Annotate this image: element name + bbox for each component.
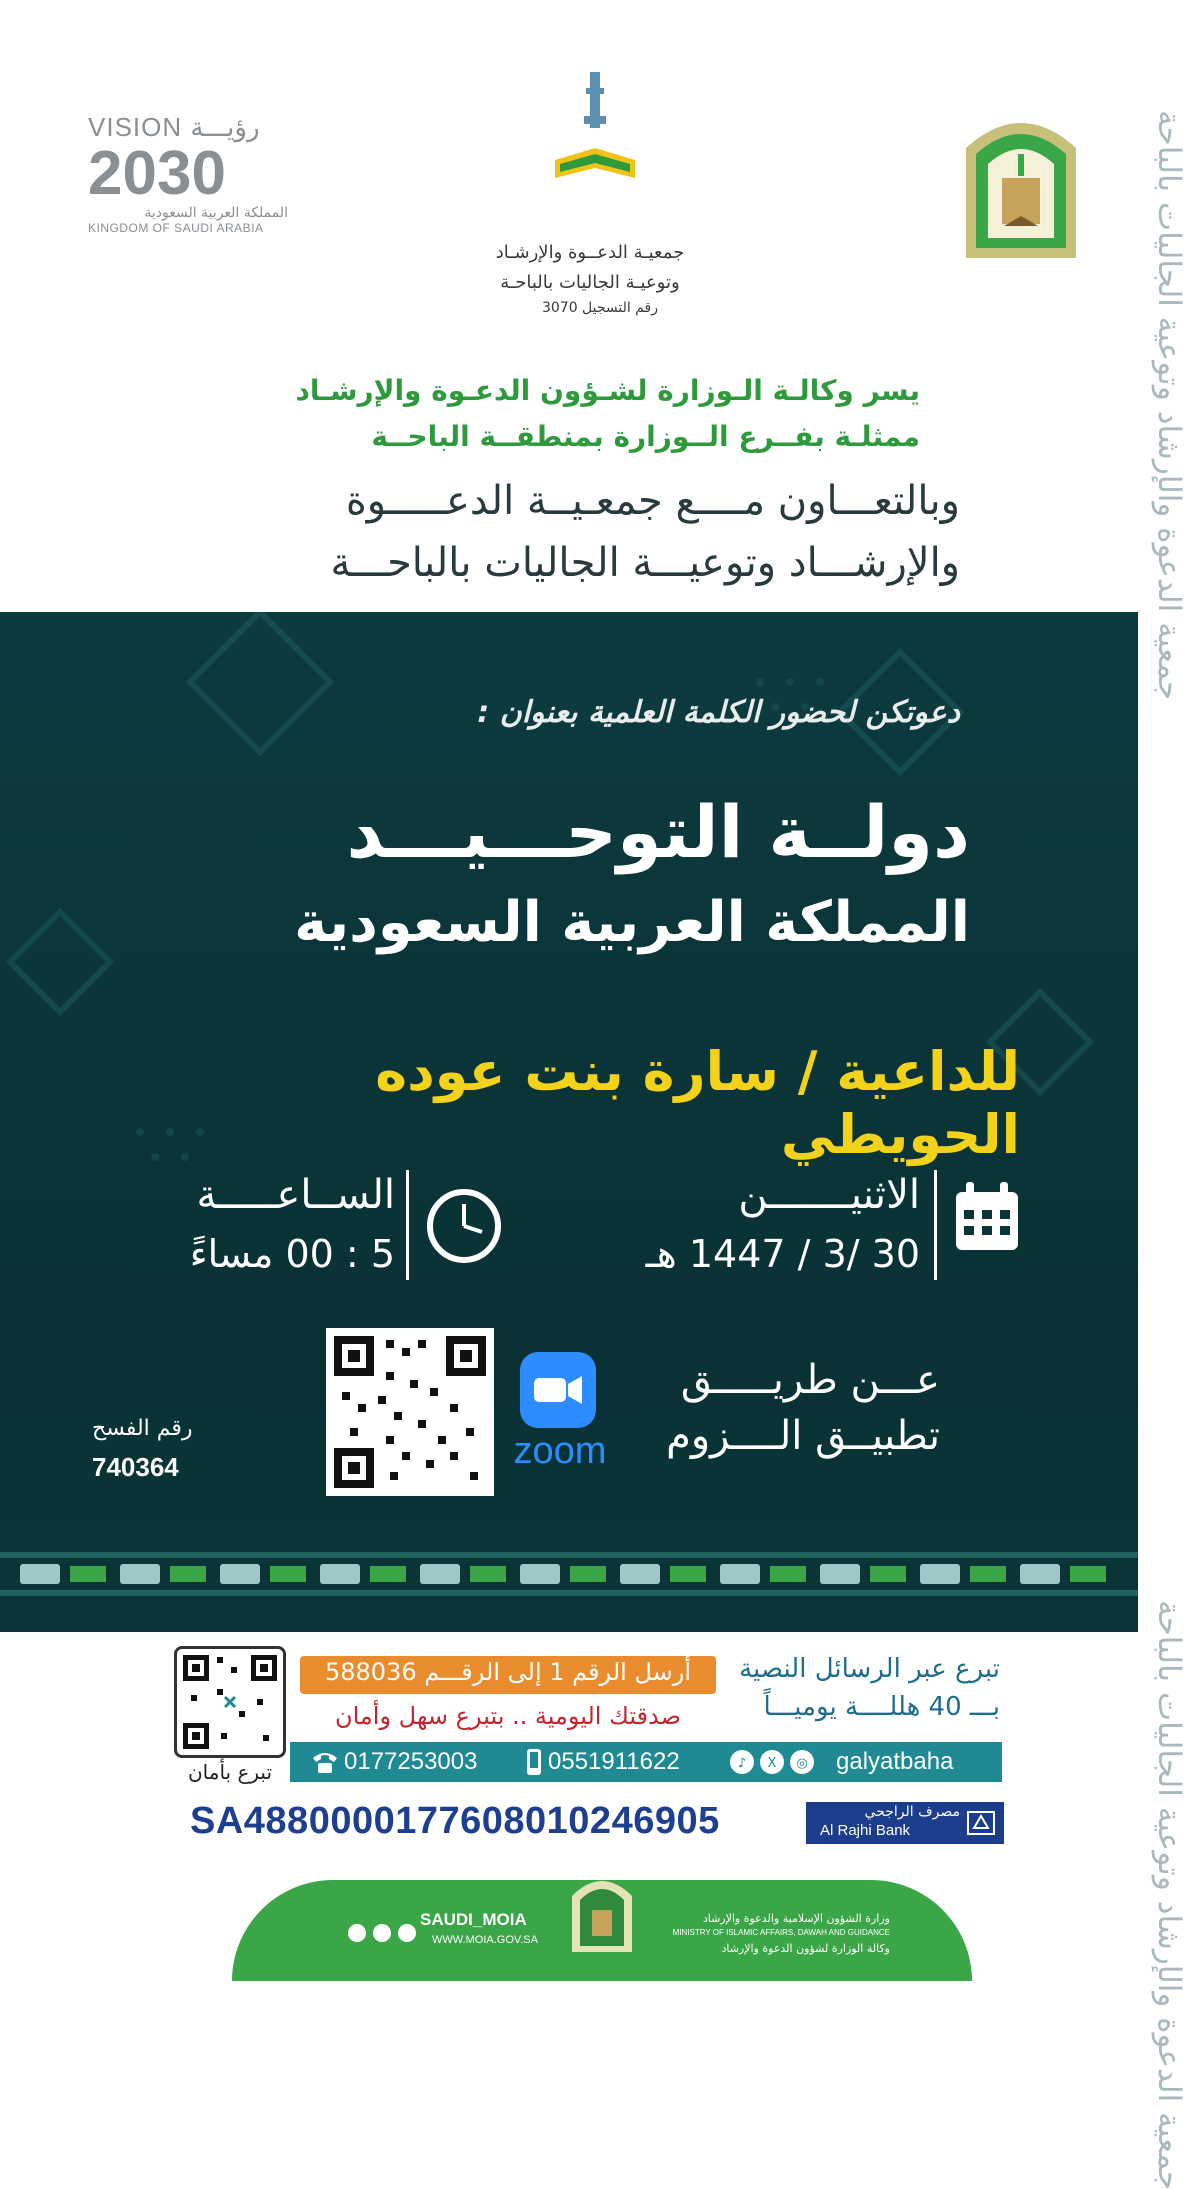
svg-text:◎: ◎ xyxy=(796,1756,808,1771)
rajhi-bank-icon xyxy=(966,1810,996,1836)
iban-number: SA4880000177608010246905 xyxy=(190,1800,720,1842)
mobile-icon xyxy=(524,1748,544,1776)
ministry-logo-icon xyxy=(962,108,1080,258)
phone-mobile[interactable]: 0551911622 xyxy=(548,1748,680,1775)
time-label: الســاعـــــة xyxy=(196,1172,395,1218)
rajhi-bank-en: Al Rajhi Bank xyxy=(820,1822,911,1839)
sms-instruction: أرسل الرقم 1 إلى الرقـــم 588036 xyxy=(324,1658,691,1686)
speaker-name: للداعية / سارة بنت عوده الحويطي xyxy=(375,1040,1020,1166)
clock-icon xyxy=(424,1186,504,1266)
society-name-line2: وتوعيـة الجاليات بالباحـة xyxy=(500,272,680,293)
intro-line3: وبالتعـــاون مــــع جمعـيــة الدعـــــوة xyxy=(345,478,960,524)
invitation-text: دعوتكن لحضور الكلمة العلمية بعنوان : xyxy=(477,695,960,730)
social-icons xyxy=(728,1748,828,1776)
time-divider xyxy=(406,1170,409,1280)
donation-title xyxy=(730,1650,1000,1726)
footer-ministry-en: MINISTRY OF ISLAMIC AFFAIRS, DAWAH AND GUIDANCE xyxy=(672,1928,890,1937)
zoom-brand: zoom xyxy=(513,1430,607,1472)
footer-agency-ar: وكالة الوزارة لشؤون الدعوة والإرشاد xyxy=(721,1942,890,1955)
svg-text:♪: ♪ xyxy=(737,1756,747,1771)
time-value: 5 : 00 مساءً xyxy=(189,1232,395,1276)
zoom-text xyxy=(600,1352,940,1464)
phone-landline[interactable]: 0177253003 xyxy=(344,1748,478,1775)
donation-qr-code[interactable] xyxy=(174,1646,286,1758)
lecture-title: دولــة التوحـــيـــد xyxy=(346,790,970,874)
intro-line1: يسر وكالـة الـوزارة لشـؤون الدعـوة والإرشـاد xyxy=(295,374,920,407)
society-name xyxy=(470,238,710,298)
zoom-line2: تطبيــق الــــزوم xyxy=(666,1413,940,1459)
donation-title-line1: تبرع عبر الرسائل النصية xyxy=(739,1654,1000,1684)
side-text-top: جمعية الدعوة والإرشاد وتوعية الجاليات بالباحة xyxy=(1151,110,1187,701)
calendar-icon xyxy=(952,1180,1022,1254)
decorative-band xyxy=(0,1542,1138,1606)
zoom-app-icon[interactable] xyxy=(520,1352,596,1428)
society-registration: رقم التسجيل 3070 xyxy=(541,300,659,316)
sadaqa-text: صدقتك اليومية .. بتبرع سهل وأمان xyxy=(334,1702,682,1730)
rajhi-bank-ar: مصرف الراجحي xyxy=(864,1804,960,1820)
donation-title-line2: بـــ 40 هللــــة يوميـــاً xyxy=(763,1692,1000,1722)
vision-label: VISION رؤيـــة xyxy=(88,112,260,142)
footer-ministry-logo-icon xyxy=(568,1872,636,1952)
footer-handle[interactable]: SAUDI_MOIA xyxy=(420,1910,527,1929)
phone-icon xyxy=(310,1748,340,1776)
side-text-bottom: جمعية الدعوة والإرشاد وتوعية الجاليات بالباحة xyxy=(1151,1600,1187,2190)
footer-social-icons xyxy=(346,1922,418,1944)
meeting-id: 740364 xyxy=(92,1452,179,1482)
vision-year: 2030 xyxy=(88,139,226,208)
vision-2030-logo xyxy=(88,112,288,252)
intro-agency xyxy=(280,368,920,460)
donation-qr-label: تبرع بأمان xyxy=(187,1760,273,1784)
society-logo-icon xyxy=(520,68,670,218)
svg-text:X: X xyxy=(767,1756,777,1771)
side-text-middle: جمعية الدعوة والإرشاد وتوعية الجاليات بالباحة xyxy=(1151,1060,1187,1651)
meeting-label: رقم الفسح xyxy=(92,1416,193,1441)
zoom-line1: عـــن طريـــــق xyxy=(680,1357,940,1403)
lecture-subtitle: المملكة العربية السعودية xyxy=(294,890,970,955)
vision-ksa-en: KINGDOM OF SAUDI ARABIA xyxy=(88,221,264,235)
intro-line2: ممثلـة بفــرع الــوزارة بمنطقــة الباحــة xyxy=(371,420,920,453)
zoom-qr-code[interactable] xyxy=(326,1328,494,1496)
date-value: 30 /3 / 1447 هـ xyxy=(645,1232,920,1276)
society-name-line1: جمعيـة الدعــوة والإرشـاد xyxy=(495,242,685,263)
intro-cooperation xyxy=(220,470,960,594)
social-handle[interactable]: galyatbaha xyxy=(836,1748,954,1775)
vision-ksa-ar: المملكة العربية السعودية xyxy=(144,205,288,221)
footer-ministry-ar: وزارة الشؤون الإسلامية والدعوة والإرشاد xyxy=(702,1912,890,1925)
day-label: الاثنيـــــــن xyxy=(738,1172,920,1218)
intro-line4: والإرشـــاد وتوعيـــة الجاليات بالباحـــة xyxy=(330,540,960,586)
date-divider xyxy=(934,1170,937,1280)
footer-website[interactable]: WWW.MOIA.GOV.SA xyxy=(432,1934,538,1946)
